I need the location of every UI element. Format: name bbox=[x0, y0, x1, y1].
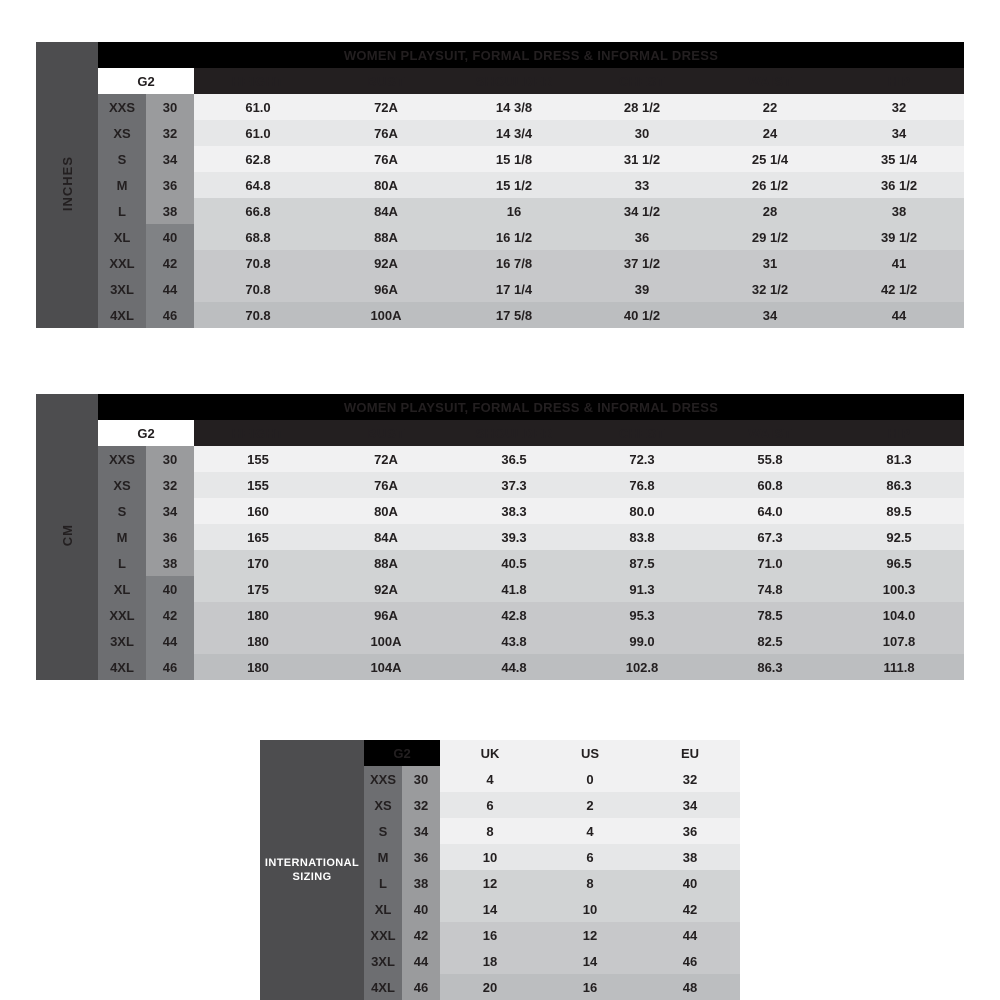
size-label: XL bbox=[98, 224, 146, 250]
cell-us: 0 bbox=[540, 766, 640, 792]
cell-waist: 34 bbox=[706, 302, 834, 328]
cell-chest: 83.8 bbox=[578, 524, 706, 550]
cell-bust: 84A bbox=[322, 198, 450, 224]
cell-shoulder: 16 bbox=[450, 198, 578, 224]
cell-eu: 48 bbox=[640, 974, 740, 1000]
size-label: XXS bbox=[98, 94, 146, 120]
cell-hip: 38 bbox=[834, 198, 964, 224]
cell-us: 2 bbox=[540, 792, 640, 818]
cell-waist: 71.0 bbox=[706, 550, 834, 576]
cell-shoulder: 17 5/8 bbox=[450, 302, 578, 328]
cell-shoulder: 40.5 bbox=[450, 550, 578, 576]
size-label: 4XL bbox=[98, 654, 146, 680]
cell-bust: 76A bbox=[322, 120, 450, 146]
cell-eu: 44 bbox=[640, 922, 740, 948]
size-label: 4XL bbox=[364, 974, 402, 1000]
cell-uk: 20 bbox=[440, 974, 540, 1000]
size-label: XXL bbox=[364, 922, 402, 948]
size-number: 40 bbox=[146, 224, 194, 250]
cell-hip: 111.8 bbox=[834, 654, 964, 680]
cell-hip: 89.5 bbox=[834, 498, 964, 524]
size-number: 34 bbox=[402, 818, 440, 844]
cell-chest: 33 bbox=[578, 172, 706, 198]
cell-waist: 29 1/2 bbox=[706, 224, 834, 250]
size-number: 30 bbox=[146, 446, 194, 472]
cell-height: 70.8 bbox=[194, 302, 322, 328]
cell-uk: 12 bbox=[440, 870, 540, 896]
unit-label-cm: CM bbox=[36, 394, 98, 680]
cell-shoulder: 36.5 bbox=[450, 446, 578, 472]
table-row bbox=[36, 576, 964, 602]
cell-hip: 100.3 bbox=[834, 576, 964, 602]
size-label: 4XL bbox=[98, 302, 146, 328]
cell-us: 6 bbox=[540, 844, 640, 870]
cell-shoulder: 16 7/8 bbox=[450, 250, 578, 276]
cell-us: 14 bbox=[540, 948, 640, 974]
cell-height: 66.8 bbox=[194, 198, 322, 224]
cell-chest: 87.5 bbox=[578, 550, 706, 576]
size-chart-inches bbox=[36, 42, 964, 328]
size-number: 30 bbox=[402, 766, 440, 792]
size-number: 36 bbox=[146, 172, 194, 198]
cell-chest: 40 1/2 bbox=[578, 302, 706, 328]
size-number: 42 bbox=[146, 602, 194, 628]
col-header-shoulder: SHOULDER bbox=[450, 420, 578, 446]
cell-eu: 46 bbox=[640, 948, 740, 974]
intl-label-line1: INTERNATIONAL bbox=[264, 856, 360, 869]
size-label: XS bbox=[364, 792, 402, 818]
cell-waist: 82.5 bbox=[706, 628, 834, 654]
cell-uk: 8 bbox=[440, 818, 540, 844]
size-label: 3XL bbox=[98, 276, 146, 302]
size-number: 42 bbox=[146, 250, 194, 276]
cell-uk: 14 bbox=[440, 896, 540, 922]
size-number: 46 bbox=[146, 654, 194, 680]
cell-chest: 36 bbox=[578, 224, 706, 250]
cell-us: 12 bbox=[540, 922, 640, 948]
cell-shoulder: 14 3/4 bbox=[450, 120, 578, 146]
cell-hip: 107.8 bbox=[834, 628, 964, 654]
cell-hip: 104.0 bbox=[834, 602, 964, 628]
cell-height: 180 bbox=[194, 654, 322, 680]
cell-height: 165 bbox=[194, 524, 322, 550]
cell-eu: 36 bbox=[640, 818, 740, 844]
table-row bbox=[36, 654, 964, 680]
cell-us: 8 bbox=[540, 870, 640, 896]
international-table bbox=[260, 740, 740, 1000]
size-number: 44 bbox=[402, 948, 440, 974]
cell-height: 70.8 bbox=[194, 276, 322, 302]
table-row bbox=[36, 120, 964, 146]
table-row bbox=[36, 276, 964, 302]
col-header-waist: WAIST bbox=[706, 68, 834, 94]
cell-waist: 26 1/2 bbox=[706, 172, 834, 198]
table-row bbox=[36, 472, 964, 498]
table-row bbox=[36, 250, 964, 276]
cell-uk: 4 bbox=[440, 766, 540, 792]
cell-eu: 32 bbox=[640, 766, 740, 792]
cell-shoulder: 15 1/2 bbox=[450, 172, 578, 198]
cell-hip: 96.5 bbox=[834, 550, 964, 576]
cell-waist: 55.8 bbox=[706, 446, 834, 472]
cell-height: 175 bbox=[194, 576, 322, 602]
size-label: M bbox=[98, 172, 146, 198]
cell-bust: 92A bbox=[322, 576, 450, 602]
chart-banner-inches: WOMEN PLAYSUIT, FORMAL DRESS & INFORMAL DRESS bbox=[98, 42, 964, 68]
col-header-chest: CHEST bbox=[578, 68, 706, 94]
cell-height: 155 bbox=[194, 472, 322, 498]
cell-hip: 34 bbox=[834, 120, 964, 146]
size-number: 46 bbox=[402, 974, 440, 1000]
cell-hip: 35 1/4 bbox=[834, 146, 964, 172]
cell-shoulder: 44.8 bbox=[450, 654, 578, 680]
cell-hip: 81.3 bbox=[834, 446, 964, 472]
size-label: XL bbox=[364, 896, 402, 922]
table-row bbox=[36, 550, 964, 576]
cell-waist: 64.0 bbox=[706, 498, 834, 524]
cell-waist: 25 1/4 bbox=[706, 146, 834, 172]
col-header-bust: BUST bbox=[322, 68, 450, 94]
table-row bbox=[36, 146, 964, 172]
cell-chest: 91.3 bbox=[578, 576, 706, 602]
cell-us: 10 bbox=[540, 896, 640, 922]
table-row bbox=[36, 198, 964, 224]
cell-waist: 74.8 bbox=[706, 576, 834, 602]
cell-waist: 24 bbox=[706, 120, 834, 146]
size-label: XL bbox=[98, 576, 146, 602]
cell-eu: 42 bbox=[640, 896, 740, 922]
size-label: 3XL bbox=[98, 628, 146, 654]
size-label: L bbox=[98, 550, 146, 576]
cell-waist: 86.3 bbox=[706, 654, 834, 680]
size-number: 44 bbox=[146, 276, 194, 302]
unit-label-inches: INCHES bbox=[36, 42, 98, 328]
cell-chest: 99.0 bbox=[578, 628, 706, 654]
cell-height: 62.8 bbox=[194, 146, 322, 172]
cell-chest: 80.0 bbox=[578, 498, 706, 524]
cell-bust: 76A bbox=[322, 146, 450, 172]
table-row bbox=[36, 172, 964, 198]
cell-hip: 41 bbox=[834, 250, 964, 276]
cell-shoulder: 39.3 bbox=[450, 524, 578, 550]
cell-bust: 88A bbox=[322, 224, 450, 250]
size-label: 3XL bbox=[364, 948, 402, 974]
cell-height: 64.8 bbox=[194, 172, 322, 198]
cell-chest: 31 1/2 bbox=[578, 146, 706, 172]
cell-waist: 31 bbox=[706, 250, 834, 276]
cell-bust: 72A bbox=[322, 446, 450, 472]
cell-shoulder: 15 1/8 bbox=[450, 146, 578, 172]
cell-waist: 32 1/2 bbox=[706, 276, 834, 302]
intl-col-header-eu: EU bbox=[640, 740, 740, 766]
cell-chest: 72.3 bbox=[578, 446, 706, 472]
cell-hip: 44 bbox=[834, 302, 964, 328]
g2-header-cm: G2 bbox=[98, 420, 194, 446]
size-number: 30 bbox=[146, 94, 194, 120]
cell-height: 180 bbox=[194, 628, 322, 654]
cell-waist: 67.3 bbox=[706, 524, 834, 550]
international-sizing-label bbox=[260, 740, 364, 1000]
cell-chest: 95.3 bbox=[578, 602, 706, 628]
cell-bust: 76A bbox=[322, 472, 450, 498]
cell-waist: 22 bbox=[706, 94, 834, 120]
cell-chest: 39 bbox=[578, 276, 706, 302]
cell-chest: 34 1/2 bbox=[578, 198, 706, 224]
cell-hip: 86.3 bbox=[834, 472, 964, 498]
cell-hip: 36 1/2 bbox=[834, 172, 964, 198]
cell-bust: 88A bbox=[322, 550, 450, 576]
table-row bbox=[36, 628, 964, 654]
col-header-hip: HIP bbox=[834, 68, 964, 94]
cell-chest: 28 1/2 bbox=[578, 94, 706, 120]
intl-col-header-uk: UK bbox=[440, 740, 540, 766]
cell-shoulder: 17 1/4 bbox=[450, 276, 578, 302]
cell-shoulder: 16 1/2 bbox=[450, 224, 578, 250]
cell-shoulder: 43.8 bbox=[450, 628, 578, 654]
cell-uk: 6 bbox=[440, 792, 540, 818]
g2-header-inches: G2 bbox=[98, 68, 194, 94]
cell-eu: 34 bbox=[640, 792, 740, 818]
size-number: 38 bbox=[146, 550, 194, 576]
cell-bust: 100A bbox=[322, 302, 450, 328]
size-label: M bbox=[364, 844, 402, 870]
size-number: 34 bbox=[146, 146, 194, 172]
inches-table bbox=[36, 42, 964, 328]
size-label: S bbox=[364, 818, 402, 844]
table-row bbox=[36, 224, 964, 250]
cell-bust: 96A bbox=[322, 276, 450, 302]
size-label: XXL bbox=[98, 250, 146, 276]
size-number: 38 bbox=[402, 870, 440, 896]
size-number: 34 bbox=[146, 498, 194, 524]
table-row bbox=[36, 94, 964, 120]
cell-shoulder: 41.8 bbox=[450, 576, 578, 602]
cell-waist: 60.8 bbox=[706, 472, 834, 498]
cell-shoulder: 42.8 bbox=[450, 602, 578, 628]
cell-uk: 16 bbox=[440, 922, 540, 948]
cell-us: 4 bbox=[540, 818, 640, 844]
size-number: 44 bbox=[146, 628, 194, 654]
table-row bbox=[36, 302, 964, 328]
col-header-chest: CHEST bbox=[578, 420, 706, 446]
cell-height: 70.8 bbox=[194, 250, 322, 276]
size-number: 46 bbox=[146, 302, 194, 328]
cell-height: 170 bbox=[194, 550, 322, 576]
cell-chest: 102.8 bbox=[578, 654, 706, 680]
cell-bust: 72A bbox=[322, 94, 450, 120]
cell-height: 180 bbox=[194, 602, 322, 628]
col-header-shoulder: SHOULDER bbox=[450, 68, 578, 94]
table-row bbox=[36, 524, 964, 550]
cell-eu: 40 bbox=[640, 870, 740, 896]
cell-shoulder: 37.3 bbox=[450, 472, 578, 498]
col-header-bust: BUST bbox=[322, 420, 450, 446]
table-row bbox=[36, 446, 964, 472]
international-sizing-chart bbox=[260, 740, 740, 1000]
col-header-waist: WAIST bbox=[706, 420, 834, 446]
cell-bust: 80A bbox=[322, 172, 450, 198]
cell-waist: 28 bbox=[706, 198, 834, 224]
table-row bbox=[36, 498, 964, 524]
size-number: 36 bbox=[146, 524, 194, 550]
cell-uk: 18 bbox=[440, 948, 540, 974]
cell-hip: 92.5 bbox=[834, 524, 964, 550]
cell-eu: 38 bbox=[640, 844, 740, 870]
cell-height: 155 bbox=[194, 446, 322, 472]
cell-hip: 39 1/2 bbox=[834, 224, 964, 250]
size-chart-cm bbox=[36, 394, 964, 680]
size-number: 38 bbox=[146, 198, 194, 224]
col-header-height: HEIGHT bbox=[194, 420, 322, 446]
size-label: M bbox=[98, 524, 146, 550]
intl-col-header-us: US bbox=[540, 740, 640, 766]
cell-hip: 32 bbox=[834, 94, 964, 120]
cell-chest: 76.8 bbox=[578, 472, 706, 498]
intl-label-line2: SIZING bbox=[292, 871, 332, 883]
cell-bust: 80A bbox=[322, 498, 450, 524]
size-label: S bbox=[98, 498, 146, 524]
cm-table bbox=[36, 394, 964, 680]
cell-height: 160 bbox=[194, 498, 322, 524]
cell-us: 16 bbox=[540, 974, 640, 1000]
intl-g2-header: G2 bbox=[364, 740, 440, 766]
cell-bust: 100A bbox=[322, 628, 450, 654]
size-number: 42 bbox=[402, 922, 440, 948]
size-label: L bbox=[364, 870, 402, 896]
cell-shoulder: 38.3 bbox=[450, 498, 578, 524]
table-row bbox=[36, 602, 964, 628]
cell-waist: 78.5 bbox=[706, 602, 834, 628]
cell-chest: 30 bbox=[578, 120, 706, 146]
cell-hip: 42 1/2 bbox=[834, 276, 964, 302]
size-label: XS bbox=[98, 472, 146, 498]
size-label: XXS bbox=[364, 766, 402, 792]
size-number: 40 bbox=[402, 896, 440, 922]
cell-bust: 92A bbox=[322, 250, 450, 276]
cell-chest: 37 1/2 bbox=[578, 250, 706, 276]
size-label: XXS bbox=[98, 446, 146, 472]
cell-height: 68.8 bbox=[194, 224, 322, 250]
cell-bust: 84A bbox=[322, 524, 450, 550]
cell-uk: 10 bbox=[440, 844, 540, 870]
chart-banner-cm: WOMEN PLAYSUIT, FORMAL DRESS & INFORMAL DRESS bbox=[98, 394, 964, 420]
size-number: 32 bbox=[402, 792, 440, 818]
size-number: 36 bbox=[402, 844, 440, 870]
cell-height: 61.0 bbox=[194, 120, 322, 146]
cell-bust: 96A bbox=[322, 602, 450, 628]
size-number: 32 bbox=[146, 472, 194, 498]
size-number: 40 bbox=[146, 576, 194, 602]
size-number: 32 bbox=[146, 120, 194, 146]
size-label: L bbox=[98, 198, 146, 224]
size-label: XS bbox=[98, 120, 146, 146]
cell-shoulder: 14 3/8 bbox=[450, 94, 578, 120]
cell-bust: 104A bbox=[322, 654, 450, 680]
size-label: XXL bbox=[98, 602, 146, 628]
col-header-hip: HIP bbox=[834, 420, 964, 446]
col-header-height: HEIGHT bbox=[194, 68, 322, 94]
cell-height: 61.0 bbox=[194, 94, 322, 120]
size-label: S bbox=[98, 146, 146, 172]
